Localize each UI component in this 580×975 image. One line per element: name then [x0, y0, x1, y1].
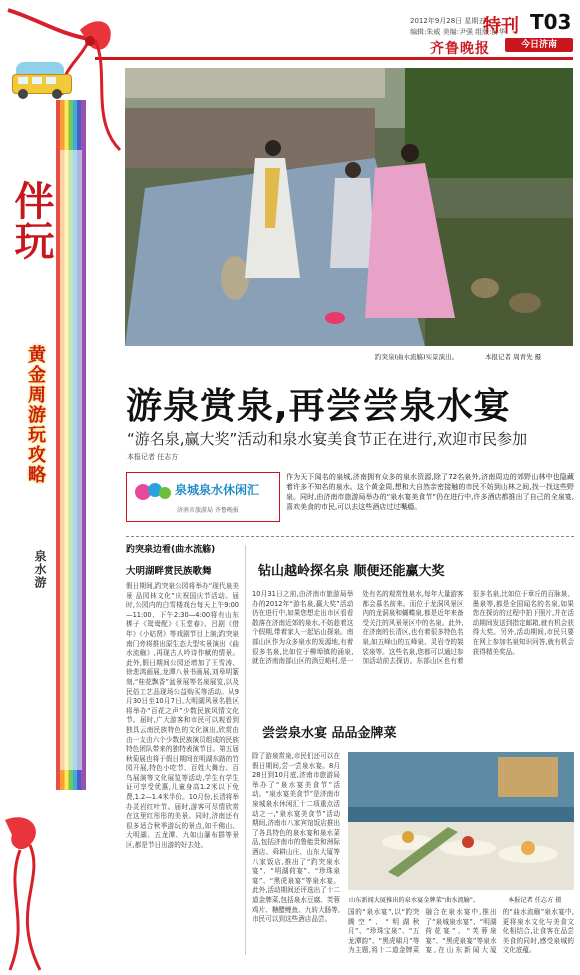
column-rule [245, 545, 246, 955]
article1-body: 10月31日之前,由济南市旅游局举办的2012年“游名泉,赢大奖”活动仍在进行中,如果您想走出市区看看散落在济南近郊的泉水,不妨趁着这个假期,带着家人一起钻山探泉。南部山区作为众多泉水的发源地,有着很多名泉,比如位于柳埠镇的涌泉,就在济南南部山区的淌豆峪村,是一处有名的观赏性泉水,每年大量游客都会慕名前来。而位于龙洞风景区内的龙洞泉和蝴蝶泉,都是近年来备受关注的风景景区中的名泉。此外,在济南的长清区,也有着很多特色名泉,如五峰山的五峰泉、灵岩寺的袈裟泉等。这些名泉,您都可以通过参加活动前去探访。东部山区也有着很多名泉,比如位于章丘的百脉泉、墨泉等,都是全国闻名的名泉,如果您在探访的过程中拍下照片,并在活动期间发送到指定邮箱,就有机会获得大奖。另外,活动期间,市民只要在网上参加名泉知识问答,就有机会获得精美奖品。 [252, 590, 574, 666]
section-tag: 今日济南 [505, 38, 573, 52]
date-line: 2012年9月28日 星期五 [410, 17, 486, 25]
newspaper-logo: 齐鲁晚报 [430, 41, 490, 57]
editors-line: 编辑:朱威 美编:尹强 组版:薛华 [410, 28, 506, 36]
main-headline: 游泉赏泉,再尝尝泉水宴 [126, 386, 511, 427]
photo-credit: 本报记者 周青先 摄 [485, 353, 542, 361]
event-banner [126, 472, 280, 522]
bottom-body: 国的“泉水宴”,以“趵突腾空”、“明湖秋月”、“珍珠宝泉”、“五龙潭韵”、“黑虎啸月”等为主题,将十二道金牌菜融合在泉水宴中,推出了“泉城泉水宴”、“明湖荷花宴”、“芙蓉泉宴”、“黑虎泉宴”等泉水宴,在山东新闻大厦的“曲水流觞”泉水宴中,更将泉水文化与美食文化相结合,让食客在品尝美食的同时,感受泉城的文化底蕴。 [348, 908, 574, 955]
article1-title: 钻山越岭探名泉 顺便还能赢大奖 [258, 564, 445, 579]
performance-scene-image [125, 68, 573, 346]
side-title: 伴玩 [8, 180, 55, 260]
banquet-dishes-image [348, 752, 574, 890]
food-photo-caption: 山东新闻大厦推出的泉水宴金牌菜“曲水流觞”。 [349, 897, 480, 904]
left-article-title: 趵突泉边看(曲水流觞) [126, 545, 216, 555]
food-photo [348, 752, 574, 890]
side-stripe-mask [60, 150, 82, 770]
main-photo [125, 68, 573, 346]
left-article-body: 假日期间,趵突泉公园将举办“现代泉美景 品园林文化”庆祝国庆节活动。届时,公园内的白雪楼戏台每天上午9:00—11:00、下午2:30—4:00将有山东梆子《鸳鸯配》《玉堂春》、吕剧《借年》《小姑贤》等戏剧节目上演;趵突泉南门旁将推出原生态大型实景演出《曲水流觞》,再现古人吟诗作赋的情景。此外,假日期间公园还增加了王雪涛、徐悲鸿画展,龙潭八景书画展,刘皋明篆刻,“桂花飘香”盆景展等名泉展览,以及民俗工艺品现场公益购买等活动。从9月30日至10月7日,大明湖风景名胜区将举办“百花之声”少数民族风情文化节。届时,广大游客和市民可以观看到独具云南民族特色的文化演出,欣赏由由一支由六个少数民族演员组成的民族特色团队带来的独特表演节目。第五届秋菊展也将于假日期间在明湖东路的竹园开展,特色小吃节、百姓大舞台、百鸟展演等文化展览等活动,学生有学生证可享受优惠,儿童身高1.2米以下免费,1.2—1.4米半价。10月份,长清将举办灵岩红叶节。届时,游客可尽情欣赏在这里红彤彤的美景。同时,济南还有很多适合秋季游玩的景点,如千佛山、大明湖、五龙潭、九如山瀑布群等景区,都是节日出游的好去处。 [126, 582, 239, 850]
banner-logo-icon [133, 479, 173, 505]
side-subtitle: 黄金周游玩攻略 [25, 345, 46, 485]
sub-headline: “游名泉,赢大奖”活动和泉水宴美食节正在进行,欢迎市民参加 [127, 430, 528, 448]
article2-title: 尝尝泉水宴 品品金牌菜 [262, 726, 397, 741]
headline-byline: 本报记者 任志方 [127, 453, 179, 461]
banner-subtitle: 济南市旅游局 齐鲁晚报 [177, 507, 239, 514]
side-column [0, 0, 120, 975]
food-photo-credit: 本报记者 任志方 摄 [508, 897, 562, 904]
intro-paragraph: 作为天下闻名的泉城,济南拥有众多的泉水资源,除了72名泉外,济南周边的郊野山林中也隐藏着许多不知名的泉水。这个黄金周,想和大自然亲密接触的市民不妨到山林之间,找一找这些野泉。同时,由济南市旅游局举办的“泉水宴美食节”仍在进行中,许多酒店都推出了自己的全泉宴,喜欢美食的市民,可以去这些酒店过过嘴瘾。 [286, 473, 574, 511]
article2-body: 除了游泉赏泉,市民们还可以在假日期间,尝一尝泉水宴。8月28日到10月底,济南市旅游局举办了“泉水宴美食节”活动。“泉水宴美食节”是济南市泉城泉水休闲汇十二项重点活动之一,“泉水宴美食节”活动期间,济南市八家宾馆饭店推出了各具特色的泉水宴和泉水菜品,包括济南市的鲁能贵和洲际酒店、舜耕山庄、山东大厦等八家饭店,推出了“趵突泉水宴”、“明湖荷宴”、“珍珠泉宴”、“黑虎泉宴”等泉水宴。此外,活动期间还评选出了十二道金牌菜,包括泉水豆腐、芙蓉鸡片、糖醋鲤鱼、九转大肠等,市民可以到这些酒店品尝。 [252, 752, 340, 924]
special-label: 特刊 [483, 16, 519, 37]
photo-caption: 趵突泉(曲水流觞)实景演出。 [375, 353, 459, 361]
left-article-subtitle: 大明湖畔赏民族歌舞 [126, 566, 212, 577]
section-divider [126, 536, 574, 537]
side-tag: 泉水游 [33, 550, 47, 589]
header-rule [95, 57, 573, 60]
bottom-bow-icon [0, 800, 90, 975]
page-number: T03 [530, 10, 572, 34]
bus-illustration-icon [10, 62, 72, 102]
banner-title: 泉城泉水休闲汇 [175, 483, 260, 497]
